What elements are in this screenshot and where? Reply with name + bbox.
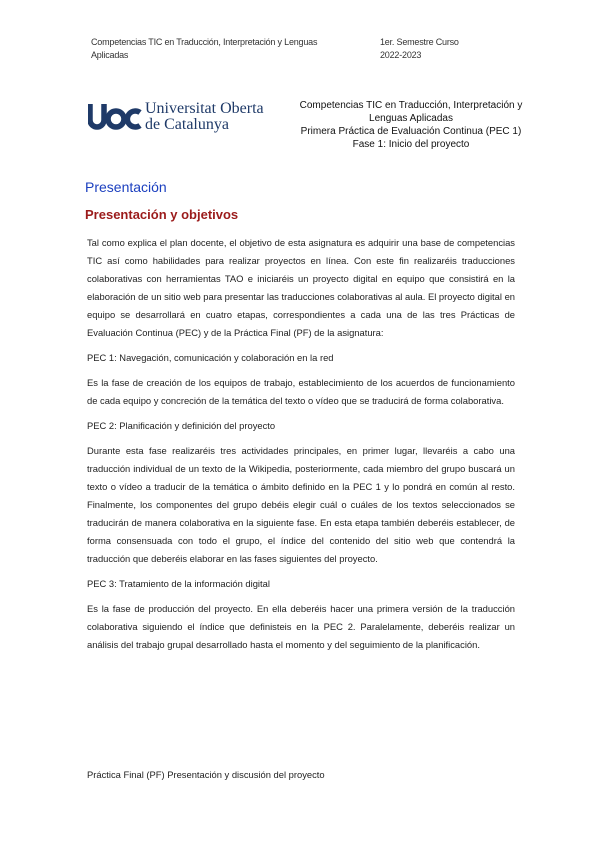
document-body (87, 234, 515, 661)
pec2-heading: PEC 2: Planificación y definición del proyecto (87, 420, 276, 431)
university-name-line1: Universitat Oberta (145, 100, 264, 117)
uoc-wordmark-icon (88, 100, 142, 134)
assignment-title: Primera Práctica de Evaluación Continua (PEC 1) (300, 126, 522, 137)
pec1-section (87, 349, 515, 410)
pec2-section (87, 417, 515, 568)
final-practice-heading: Práctica Final (PF) Presentación y discusión del proyecto (87, 769, 325, 780)
semester-label: 1er. Semestre Curso (380, 37, 459, 47)
academic-year: 2022-2023 (380, 50, 422, 60)
pec1-text: Es la fase de creación de los equipos de trabajo, establecimiento de los acuerdos de funcionamiento de cada equipo y concreción de la temática del texto o vídeo que se traducirá de forma colaborativa. (87, 377, 515, 406)
course-title-line1: Competencias TIC en Traducción, Interpretación y (299, 100, 523, 111)
section-title: Presentación (85, 179, 167, 195)
intro-paragraph: Tal como explica el plan docente, el objetivo de esta asignatura es adquirir una base de competencias TIC así como habilidades para realizar proyectos en línea. Con este fin realizaréis traducciones colaborativas con herramientas TAO e iniciaréis un proyecto digital en equipo que consistirá en la elaboración de un sitio web para presentar las traducciones colaborativas al aula. El proyecto digital en equipo se desarrollará en cuatro etapas, correspondientes a cada una de las tres Prácticas de Evaluación Continua (PEC) y de la Práctica Final (PF) de la asignatura: (87, 237, 515, 338)
pec1-heading: PEC 1: Navegación, comunicación y colaboración en la red (87, 352, 334, 363)
phase-title: Fase 1: Inicio del proyecto (352, 139, 470, 150)
subsection-title: Presentación y objetivos (85, 207, 239, 222)
pec2-text: Durante esta fase realizaréis tres actividades principales, en primer lugar, llevaréis a cabo una traducción individual de un texto de la Wikipedia, posteriormente, cada miembro del grupo buscará un texto o vídeo a traducir de la temática o ámbito definido en la PEC 1 y lo pondrá en común al resto. Finalmente, los componentes del grupo debéis elegir cuál o cuáles de los textos seleccionados se traducirán de manera colaborativa en la siguiente fase. En esta etapa también deberéis establecer, de forma consensuada con todo el grupo, el índice del contenido del sitio web que contendrá la traducción que deberéis elaborar en las fases siguientes del proyecto. (87, 445, 515, 564)
pec3-section (87, 575, 515, 654)
pec3-heading: PEC 3: Tratamiento de la información digital (87, 578, 270, 589)
running-header-semester (380, 36, 459, 62)
course-info (276, 99, 546, 151)
university-name-line2: de Catalunya (145, 116, 229, 133)
pec3-text: Es la fase de producción del proyecto. En ella deberéis hacer una primera versión de la traducción colaborativa siguiendo el índice que definisteis en la PEC 2. Paralelamente, deberéis realizar un análisis del trabajo grupal desarrollado hasta el momento y del seguimiento de la planificación. (87, 603, 515, 650)
course-title-line2: Lenguas Aplicadas (369, 113, 453, 124)
running-header-course: Competencias TIC en Traducción, Interpretación y Lenguas Aplicadas (91, 37, 318, 60)
uoc-logo (88, 100, 264, 136)
university-name (145, 101, 264, 133)
